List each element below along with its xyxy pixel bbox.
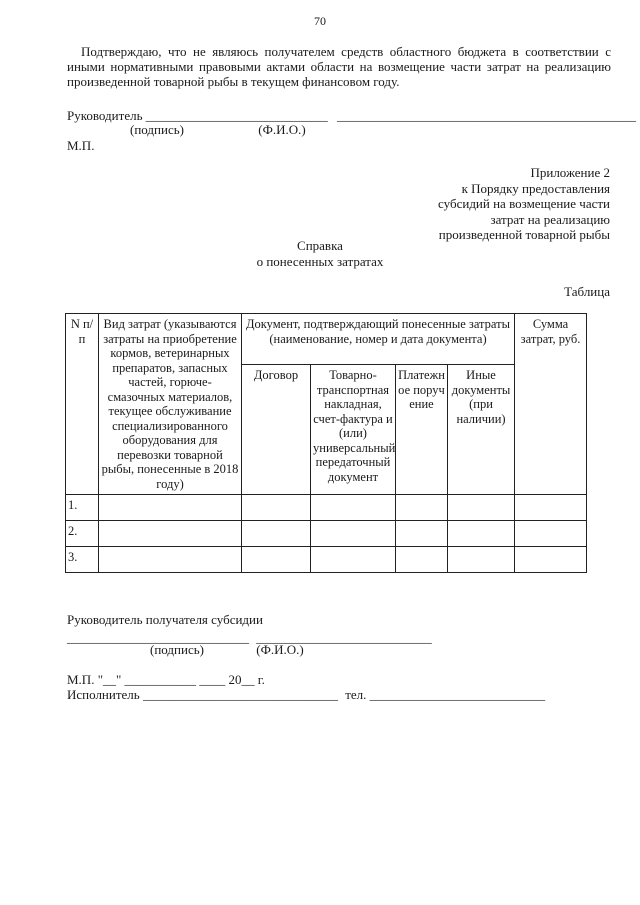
appendix-line: затрат на реализацию (490, 211, 610, 227)
table-label: Таблица (564, 284, 610, 299)
table-row (66, 521, 587, 547)
signatory-role: Руководитель (67, 108, 143, 123)
cell (242, 495, 311, 521)
appendix-line: субсидий на возмещение части (438, 196, 610, 211)
cell (448, 495, 515, 521)
recipient-signature-caption: (подпись) (150, 642, 204, 657)
confirmation-text: Подтверждаю, что не являюсь получателем средств областного бюджета в соответствии с иными нормативными правовыми актами области на возмещение части затрат на реализацию произведенной товарной рыбы в текущем финансовом году. (67, 44, 611, 89)
cell (515, 495, 587, 521)
title: Справка (297, 238, 343, 253)
stamp-place: М.П. (67, 138, 95, 153)
row-number: 1. (66, 495, 99, 521)
signature-caption: (подпись) (130, 122, 184, 137)
executor-line (67, 687, 545, 702)
phone-blank: ___________________________ (369, 687, 546, 702)
cell (396, 521, 448, 547)
row-number: 3. (66, 547, 99, 573)
table-row (66, 547, 587, 573)
header-number: N п/п (66, 314, 99, 495)
subtitle: о понесенных затратах (256, 253, 384, 269)
cell (396, 547, 448, 573)
cell (311, 521, 396, 547)
header-documents: Документ, подтверждающий понесенные затраты (наименование, номер и дата документа) (242, 314, 515, 365)
header-contract: Договор (242, 365, 311, 495)
costs-table (65, 313, 587, 573)
recipient-captions (150, 642, 304, 657)
cell (396, 495, 448, 521)
name-blank: ______________________________________________ (337, 108, 636, 123)
appendix-line: к Порядку предоставления (461, 180, 610, 196)
signature-blank: ____________________________ (145, 108, 328, 123)
cell (448, 521, 515, 547)
recipient-signature-blank: ____________________________ (67, 630, 249, 645)
header-sum: Сумма затрат, руб. (515, 314, 587, 495)
header-payment: Платежное поручение (396, 365, 448, 495)
cell (515, 547, 587, 573)
signature-captions (130, 122, 306, 137)
cell (99, 521, 242, 547)
signature-line-row (67, 108, 636, 123)
appendix-line: произведенной товарной рыбы (438, 227, 610, 242)
appendix-line: Приложение 2 (530, 165, 610, 180)
cell (311, 495, 396, 521)
row-number: 2. (66, 521, 99, 547)
header-other-docs: Иные документы (при наличии) (448, 365, 515, 495)
executor-blank: ______________________________ (142, 687, 338, 702)
cell (242, 521, 311, 547)
page-number: 70 (314, 14, 326, 28)
document-title (0, 238, 640, 269)
header-cost-type: Вид затрат (указываются затраты на приобретение кормов, ветеринарных препаратов, запасных частей, горюче-смазочных материалов, текущее обслуживание специализированного оборудования для перевозки товарной рыбы, понесенные в 2018 году) (99, 314, 242, 495)
stamp-date-line: М.П. "__" ___________ ____ 20__ г. (67, 672, 265, 687)
name-caption: (Ф.И.О.) (258, 122, 306, 137)
recipient-manager-label: Руководитель получателя субсидии (67, 612, 263, 627)
cell (448, 547, 515, 573)
phone-label: тел. (345, 687, 367, 702)
appendix-header (350, 165, 610, 243)
recipient-name-caption: (Ф.И.О.) (256, 642, 304, 657)
cell (99, 495, 242, 521)
cell (99, 547, 242, 573)
table-row (66, 495, 587, 521)
cell (311, 547, 396, 573)
recipient-name-blank: ___________________________ (256, 630, 432, 645)
executor-label: Исполнитель (67, 687, 140, 702)
cell (515, 521, 587, 547)
header-waybill: Товарно-транспортная накладная, счет-фактура и (или) универсальный передаточный документ (311, 365, 396, 495)
cell (242, 547, 311, 573)
